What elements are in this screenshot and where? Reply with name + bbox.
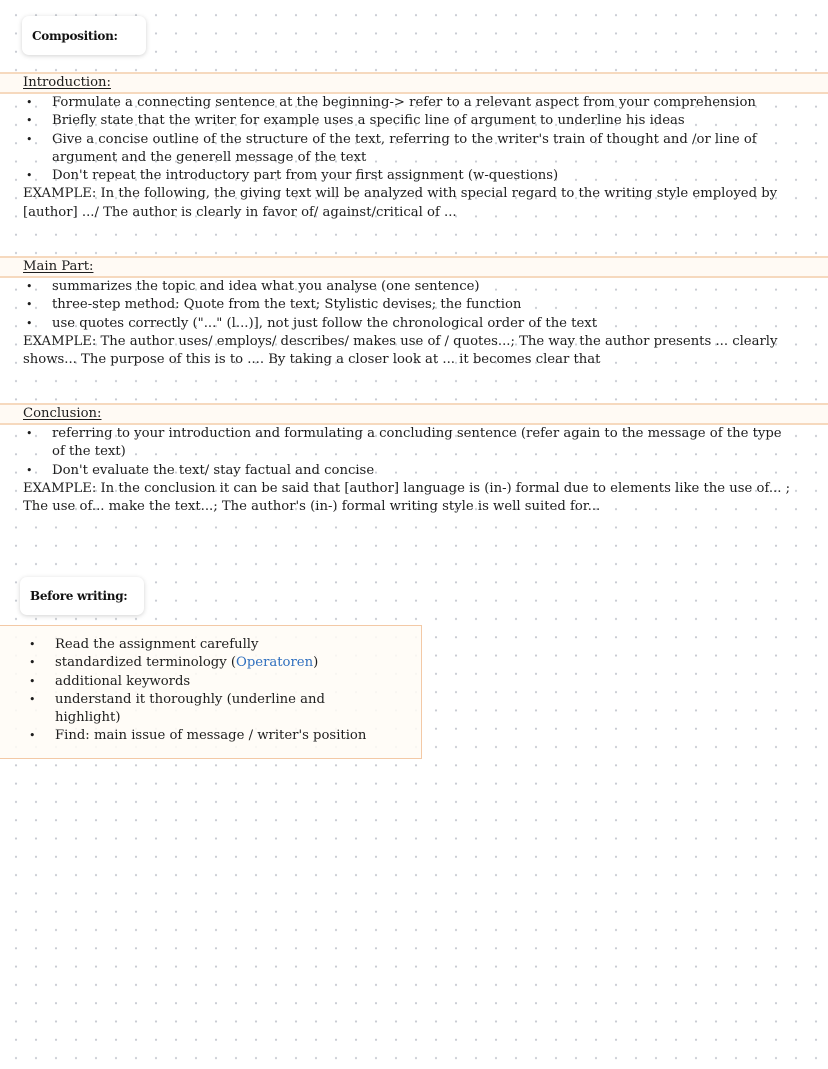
list-item: • three-step method: Quote from the text; Stylistic devises; the function xyxy=(0,296,828,314)
list-item: • additional keywords xyxy=(0,673,421,691)
introduction-list xyxy=(0,94,828,185)
before-writing-badge xyxy=(20,577,144,615)
composition-badge-label: Composition: xyxy=(32,28,118,43)
main-part-example: EXAMPLE: The author uses/ employs/ describes/ makes use of / quotes...; The way the author presents ... clearly shows... The purpose of this is to .... By taking a closer look at ... it becomes clear that xyxy=(23,333,778,368)
introduction-example: EXAMPLE: In the following, the giving text will be analyzed with special regard to the writing style employed by [author] .../ The author is clearly in favor of/ against/critical of ... xyxy=(23,186,778,220)
list-item: • Find: main issue of message / writer's position xyxy=(0,727,421,745)
terminology-end: ) xyxy=(313,655,319,671)
main-part-list xyxy=(0,278,828,333)
operatoren-link[interactable]: Operatoren xyxy=(236,655,314,671)
terminology-text: standardized terminology ( xyxy=(55,655,237,671)
list-item: • summarizes the topic and idea what you analyse (one sentence) xyxy=(0,278,828,296)
list-item: • Formulate a connecting sentence at the beginning-> refer to a relevant aspect from your comprehension xyxy=(0,94,828,112)
introduction-section xyxy=(0,72,828,222)
main-part-section xyxy=(0,256,828,369)
before-writing-list xyxy=(0,636,421,746)
list-item: • Give a concise outline of the structure of the text, referring to the writer's train of thought and /or line of argument and the generell message of the text xyxy=(0,131,828,168)
list-item: • use quotes correctly ("..." (l...)], not just follow the chronological order of the text xyxy=(0,315,828,333)
conclusion-example: EXAMPLE: In the conclusion it can be said that [author] language is (in-) formal due to elements like the use of... ; The use of... make the text...; The author's (in-) formal writing style is well suited for... xyxy=(23,480,791,515)
conclusion-list xyxy=(0,425,828,480)
list-item: • Don't repeat the introductory part from your first assignment (w-questions) xyxy=(0,167,828,185)
introduction-heading: Introduction: xyxy=(0,72,828,94)
list-item xyxy=(0,654,421,672)
list-item: • Don't evaluate the text/ stay factual and concise xyxy=(0,462,828,480)
composition-badge xyxy=(22,16,146,55)
list-item: • Briefly state that the writer for example uses a specific line of argument to underline his ideas xyxy=(0,112,828,130)
list-item: • Read the assignment carefully xyxy=(0,636,421,654)
main-part-heading: Main Part: xyxy=(0,256,828,278)
before-writing-badge-label: Before writing: xyxy=(30,589,128,603)
list-item: • understand it thoroughly (underline and highlight) xyxy=(0,691,421,728)
conclusion-section xyxy=(0,403,828,516)
before-writing-box xyxy=(0,625,422,759)
conclusion-heading: Conclusion: xyxy=(0,403,828,425)
list-item: • referring to your introduction and formulating a concluding sentence (refer again to the message of the type of the text) xyxy=(0,425,828,462)
